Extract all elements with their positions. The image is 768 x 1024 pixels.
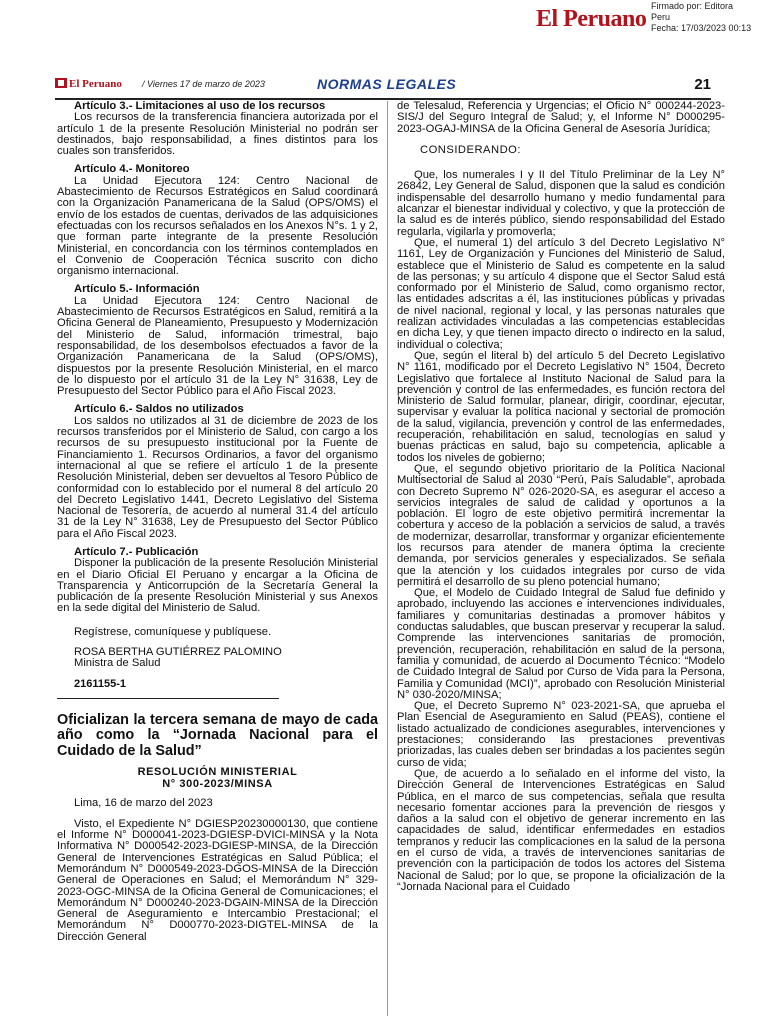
considerando-paragraph-6: Que, el Decreto Supremo N° 023-2021-SA, que aprueba el Plan Esencial de Aseguramiento en Salud (PEAS), contiene el listado actualizado de condiciones asegurables, intervenciones y prestaciones; considerando las prestaciones preventivas priorizadas, las cuales deben ser brindadas a los pacientes según curso de vida; — [397, 700, 725, 769]
header-section: NORMAS LEGALES — [317, 76, 457, 92]
considerando-paragraph-7: Que, de acuerdo a lo señalado en el informe del visto, la Dirección General de Intervenciones Estratégicas en Salud Pública, en el marco de sus competencias, señala que resulta necesario fomentar acciones para la prevención de riesgos y daños a la salud con el objetivo de generar incremento en las capacidades de salud, identificar enfermedades en estadios tempranos y reducir las complicaciones en la salud de la persona en el curso de vida, a través de intervenciones sanitarias de prevención con la participación de todos los actores del Sistema Nacional de Salud; por lo que, se propone la oficialización de la “Jornada Nacional para el Cuidado — [397, 767, 725, 893]
visto-paragraph: Visto, el Expediente N° DGIESP20230000130, que contiene el Informe N° D000041-2023-DGIESP-DVICI-MINSA y la Nota Informativa N° D000542-2023-DGIESP-MINSA, de la Dirección General de Intervenciones Estratégicas en Salud Pública; el Memorándum N° D000549-2023-DGOS-MINSA de la Dirección General de Operaciones en Salud; el Memorándum N° 329-2023-OGC-MINSA de la Oficina General de Comunicaciones; el Memorándum N° D000240-2023-DGAIN-MINSA de la Dirección General de Aseguramiento e Intercambio Prestacional; el Memorándum N° D000770-2023-DIGTEL-MINSA de la Dirección General — [57, 817, 378, 943]
document-number: 2161155-1 — [74, 677, 126, 690]
article-7-body: Disponer la publicación de la presente Resolución Ministerial en el Diario Oficial El Peruano y encargar a la Oficina de Transparencia y Anticorrupción de la Secretaría General la publicación de la presente Resolución Ministerial y sus Anexos en la sede digital del Ministerio de Salud. — [57, 557, 378, 615]
signer-name: ROSA BERTHA GUTIÉRREZ PALOMINO — [74, 646, 282, 659]
article-5-body: La Unidad Ejecutora 124: Centro Nacional de Abastecimiento de Recursos Estratégicos en Salud, remitirá a la Oficina General de Planeamiento, Presupuesto y Modernización del Ministerio de Salud, información trimestral, bajo responsabilidad, de los desembolsos efectuados a favor de la Organización Panamericana de la Salud (OPS/OMS), dispuestos por la presente Resolución Ministerial, en el marco de lo dispuesto por el artículo 31 de la Ley N° 31638, Ley de Presupuesto del Sector Público para el Año Fiscal 2023. — [57, 294, 378, 398]
right-column — [397, 101, 725, 893]
considerando-paragraph-2: Que, el numeral 1) del artículo 3 del Decreto Legislativo N° 1161, Ley de Organización y Funciones del Ministerio de Salud, establece que el Ministerio de Salud es competente en la salud de las personas; y su artículo 4 dispone que el Sector Salud está conformado por el Ministerio de Salud, como organismo rector, las entidades adscritas a él, las instituciones públicas y privadas de nivel nacional, regional y local, y las personas naturales que realizan actividades vinculadas a las competencias establecidas en dicha Ley, y que tienen impacto directo o indirecto en la salud, individual o colectiva; — [397, 236, 725, 351]
considerando-heading: CONSIDERANDO: — [420, 143, 521, 156]
article-3-body: Los recursos de la transferencia financiera autorizada por el artículo 1 de la presente Resolución Ministerial no podrán ser destinados, bajo responsabilidad, a fines distintos para los cuales son transferidos. — [57, 111, 378, 158]
visto-continuation: de Telesalud, Referencia y Urgencias; el Oficio N° 000244-2023-SIS/J del Seguro Integral de Salud; y, el Informe N° D000295-2023-OGAJ-MINSA de la Oficina General de Asesoría Jurídica; — [397, 100, 725, 135]
article-4-title: Artículo 4.- Monitoreo — [74, 163, 190, 176]
article-3-title: Artículo 3.- Limitaciones al uso de los recursos — [74, 100, 326, 112]
header-logo — [55, 78, 122, 90]
resolution-place-date: Lima, 16 de marzo del 2023 — [74, 797, 213, 810]
considerando-paragraph-4: Que, el segundo objetivo prioritario de la Política Nacional Multisectorial de Salud al 2030 “Perú, País Saludable”, aprobada con Decreto Supremo N° 026-2020-SA, es asegurar el acceso a servicios integrales de salud de calidad y oportunos a la población. El logro de este objetivo permitirá incrementar la cobertura y acceso de la población a servicios de salud, a través de modernizar, desarrollar, transformar y organizar eficientemente los recursos para atender de manera óptima la creciente demanda, por servicios generales y especializados. Se señala que la atención y los cuidados integrales por curso de vida permitirá el desarrollo de su pleno potencial humano; — [397, 462, 725, 588]
article-6-body: Los saldos no utilizados al 31 de diciembre de 2023 de los recursos transferidos por el Ministerio de Salud, con cargo a los recursos de su presupuesto institucional por la Fuente de Financiamiento 1. Recursos Ordinarios, a favor del organismo internacional al que se refiere el artículo 1 de la presente Resolución Ministerial, deben ser devueltos al Tesoro Público de conformidad con lo establecido por el numeral 8 del artículo 20 del Decreto Legislativo 1441, Decreto Legislativo del Sistema Nacional de Tesorería, de acuerdo al numeral 31.4 del artículo 31 de la Ley N° 31638, Ley de Presupuesto del Sector Público para el Año Fiscal 2023. — [57, 414, 378, 540]
header-logo-text: El Peruano — [69, 78, 122, 90]
article-6-title: Artículo 6.- Saldos no utilizados — [74, 403, 244, 416]
column-divider — [387, 101, 388, 1016]
resolution-headline: Oficializan la tercera semana de mayo de cada año como la “Jornada Nacional para el Cuidado de la Salud” — [57, 711, 378, 759]
digital-signature-bar — [0, 0, 768, 44]
signature-logo: El Peruano — [536, 6, 647, 32]
left-column — [57, 101, 378, 943]
article-5-title: Artículo 5.- Información — [74, 283, 200, 296]
closing-formula: Regístrese, comuníquese y publíquese. — [74, 625, 272, 638]
page-header — [55, 76, 711, 100]
article-7-title: Artículo 7.- Publicación — [74, 545, 199, 558]
page-number: 21 — [694, 76, 711, 93]
considerando-paragraph-5: Que, el Modelo de Cuidado Integral de Salud fue definido y aprobado, incluyendo las acciones e intervenciones individuales, familiares y comunitarias destinadas a promover hábitos y conductas saludables, que buscan preservar y recuperar la salud. Comprende las intervenciones sanitarias de promoción, prevención, recuperación, rehabilitación en salud de la persona, familia y comunidad, de acuerdo al Documento Técnico: “Modelo de Cuidado Integral de Salud por Curso de Vida para la Persona, Familia y Comunidad (MCI)”, aprobado con Resolución Ministerial N° 030-2020/MINSA; — [397, 587, 725, 701]
signature-line-2: Peru — [651, 12, 671, 22]
resolution-title: RESOLUCIÓN MINISTERIAL — [137, 766, 298, 779]
signature-line-3: Fecha: 17/03/2023 00:13 — [651, 23, 752, 33]
peruano-emblem-icon — [55, 78, 67, 88]
section-rule — [57, 698, 279, 699]
resolution-number: N° 300-2023/MINSA — [162, 777, 273, 790]
considerando-paragraph-1: Que, los numerales I y II del Título Preliminar de la Ley N° 26842, Ley General de Salud, disponen que la salud es condición indispensable del desarrollo humano y medio fundamental para alcanzar el bienestar individual y colectivo, y que la protección de la salud es de interés público, siendo responsabilidad del Estado regularla, vigilarla y promoverla; — [397, 169, 725, 238]
signature-line-1: Firmado por: Editora — [651, 1, 734, 11]
header-date: / Viernes 17 de marzo de 2023 — [142, 79, 265, 89]
signature-text — [651, 1, 751, 34]
article-4-body: La Unidad Ejecutora 124: Centro Nacional de Abastecimiento de Recursos Estratégicos en Salud coordinará con la Organización Panamericana de la Salud (OPS/OMS) el envío de los estados de cuentas, derivados de las adquisiciones efectuadas con los recursos señalados en los Anexos N°s. 1 y 2, que forman parte integrante de la presente Resolución Ministerial, en concordancia con los términos contemplados en el Convenio de Cooperación Técnica suscrito con dicho organismo internacional. — [57, 174, 379, 278]
considerando-paragraph-3: Que, según el literal b) del artículo 5 del Decreto Legislativo N° 1161, modificado por el Decreto Legislativo N° 1504, Decreto Legislativo que fortalece al Instituto Nacional de Salud para la prevención y control de las enfermedades, es función rectora del Ministerio de Salud formular, planear, dirigir, coordinar, ejecutar, supervisar y evaluar la política nacional y sectorial de promoción de la salud, vigilancia, prevención y control de las enfermedades, recuperación, rehabilitación en salud, tecnologías en salud y buenas prácticas en salud, bajo su competencia, aplicable a todos los niveles de gobierno; — [397, 349, 725, 464]
signer-title: Ministra de Salud — [74, 657, 161, 670]
